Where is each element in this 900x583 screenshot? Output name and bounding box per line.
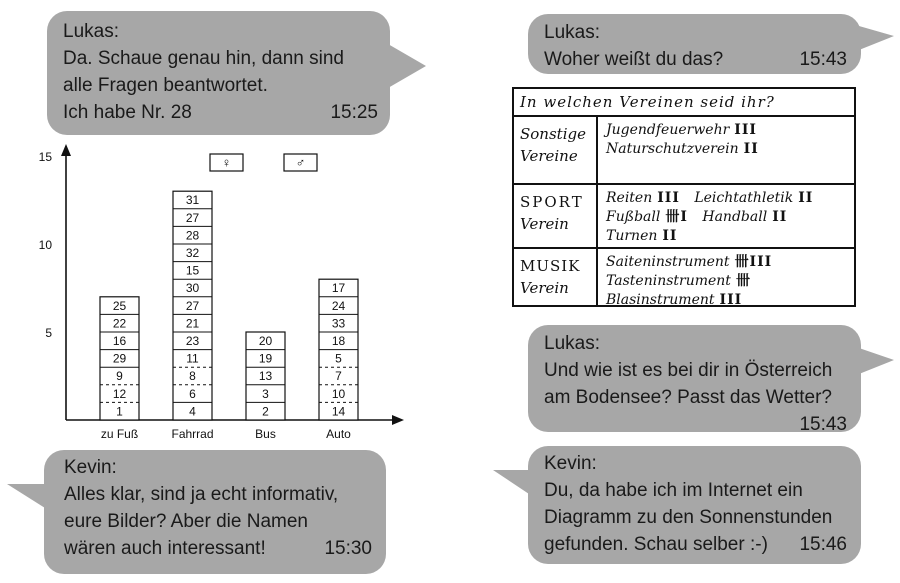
cell-label: 13 bbox=[258, 369, 273, 384]
sender-name: Lukas: bbox=[544, 333, 600, 354]
survey-item bbox=[694, 189, 813, 208]
cell-label: 23 bbox=[185, 334, 200, 348]
item-name: Jugendfeuerwehr bbox=[606, 122, 730, 138]
x-tick-label: zu Fuß bbox=[100, 427, 139, 441]
message-text: Woher weißt du das? bbox=[544, 49, 724, 70]
cell-label: 18 bbox=[331, 334, 346, 348]
message-text: eure Bilder? Aber die Namen bbox=[64, 511, 308, 532]
cell-label: 20 bbox=[258, 334, 273, 348]
cell-label: 28 bbox=[185, 228, 200, 243]
cell-label: 25 bbox=[112, 298, 127, 313]
bubble-tail bbox=[859, 26, 894, 50]
message-text: alle Fragen beantwortet. bbox=[63, 75, 268, 96]
tally-marks: III bbox=[657, 190, 680, 206]
x-tick-label: Auto bbox=[326, 427, 351, 441]
cell-label: 1 bbox=[116, 404, 123, 419]
cell-label: 16 bbox=[112, 334, 127, 348]
message-time: 15:43 bbox=[799, 49, 847, 70]
cell-label: 32 bbox=[185, 246, 200, 260]
category-line: Vereine bbox=[520, 147, 578, 165]
item-name: Tasteninstrument bbox=[606, 273, 731, 289]
tally-marks: III bbox=[719, 292, 743, 308]
cell-label: 22 bbox=[112, 316, 127, 331]
cell-label: 33 bbox=[331, 316, 346, 331]
message-bubble-kevin bbox=[528, 446, 861, 564]
survey-category bbox=[514, 117, 598, 183]
item-name: Blasinstrument bbox=[606, 292, 715, 308]
y-tick-label: 5 bbox=[45, 326, 52, 340]
tally-marks: III bbox=[734, 122, 757, 138]
sender-name: Lukas: bbox=[63, 21, 119, 42]
bubble-tail bbox=[493, 470, 529, 494]
message-bubble-lukas bbox=[47, 11, 390, 135]
message-text: Diagramm zu den Sonnenstunden bbox=[544, 507, 833, 528]
cell-label: 21 bbox=[185, 316, 200, 331]
legend-symbol: ♀ bbox=[221, 155, 232, 170]
survey-item bbox=[606, 189, 680, 208]
bubble-tail bbox=[859, 348, 894, 374]
item-name: Leichtathletik bbox=[694, 190, 794, 206]
item-name: Turnen bbox=[606, 228, 658, 244]
message-time: 15:43 bbox=[799, 414, 847, 435]
survey-section-other bbox=[514, 117, 854, 185]
club-survey-sheet bbox=[512, 87, 856, 307]
y-axis-arrow bbox=[61, 144, 71, 156]
y-tick-label: 15 bbox=[38, 150, 52, 164]
message-time: 15:30 bbox=[324, 538, 372, 559]
survey-category bbox=[514, 249, 598, 307]
item-name: Reiten bbox=[606, 190, 653, 206]
survey-title: In welchen Vereinen seid ihr? bbox=[514, 89, 854, 117]
cell-label: 30 bbox=[185, 281, 200, 296]
survey-item bbox=[606, 121, 838, 140]
category-line: Verein bbox=[520, 215, 569, 233]
survey-item bbox=[606, 140, 838, 159]
survey-items bbox=[598, 185, 854, 247]
message-text: Ich habe Nr. 28 bbox=[63, 102, 192, 123]
y-tick-label: 10 bbox=[38, 238, 52, 252]
survey-item bbox=[606, 291, 838, 310]
item-name: Fußball bbox=[606, 209, 661, 225]
tally-marks: II bbox=[798, 190, 814, 206]
cell-label: 4 bbox=[189, 404, 196, 419]
cell-label: 5 bbox=[335, 351, 342, 366]
cell-label: 14 bbox=[331, 404, 346, 419]
tally-marks: 卌 bbox=[735, 273, 751, 289]
message-text: Du, da habe ich im Internet ein bbox=[544, 480, 803, 501]
survey-items bbox=[598, 249, 854, 307]
tally-marks: 卌I bbox=[665, 209, 688, 225]
item-name: Naturschutzverein bbox=[606, 141, 739, 157]
legend-symbol: ♂ bbox=[295, 155, 306, 170]
cell-label: 8 bbox=[189, 369, 196, 384]
x-tick-label: Fahrrad bbox=[171, 427, 214, 441]
survey-section-sport bbox=[514, 185, 854, 249]
category-line: MUSIK bbox=[520, 257, 581, 275]
cell-label: 9 bbox=[116, 369, 123, 384]
item-name: Saiteninstrument bbox=[606, 254, 730, 270]
message-text: gefunden. Schau selber :-) bbox=[544, 534, 768, 555]
cell-label: 19 bbox=[258, 351, 273, 366]
message-text: Da. Schaue genau hin, dann sind bbox=[63, 48, 344, 69]
x-axis-arrow bbox=[392, 415, 404, 425]
message-text: Alles klar, sind ja echt informativ, bbox=[64, 484, 339, 505]
cell-label: 17 bbox=[331, 281, 346, 296]
cell-label: 29 bbox=[112, 351, 127, 366]
cell-label: 10 bbox=[331, 386, 346, 401]
tally-marks: II bbox=[662, 228, 678, 244]
message-time: 15:25 bbox=[330, 102, 378, 123]
message-bubble-lukas bbox=[528, 14, 861, 74]
survey-item bbox=[606, 253, 838, 272]
cell-label: 31 bbox=[185, 193, 200, 208]
transport-chart bbox=[0, 138, 420, 448]
survey-category bbox=[514, 185, 598, 247]
cell-label: 24 bbox=[331, 298, 346, 313]
cell-label: 7 bbox=[335, 369, 342, 384]
survey-items bbox=[598, 117, 854, 183]
cell-label: 3 bbox=[262, 386, 269, 401]
tally-marks: 卌III bbox=[734, 254, 773, 270]
sender-name: Lukas: bbox=[544, 22, 600, 43]
survey-item bbox=[606, 272, 838, 291]
sender-name: Kevin: bbox=[544, 453, 597, 474]
message-text: am Bodensee? Passt das Wetter? bbox=[544, 387, 832, 408]
bubble-tail bbox=[7, 484, 45, 508]
survey-item bbox=[606, 227, 677, 246]
message-bubble-lukas bbox=[528, 325, 861, 435]
survey-section-music bbox=[514, 249, 854, 307]
bubble-tail bbox=[388, 44, 426, 88]
cell-label: 11 bbox=[186, 351, 199, 366]
x-tick-label: Bus bbox=[255, 427, 276, 441]
cell-label: 6 bbox=[189, 386, 196, 401]
category-line: Verein bbox=[520, 279, 569, 297]
message-time: 15:46 bbox=[799, 534, 847, 555]
tally-marks: II bbox=[772, 209, 788, 225]
survey-item bbox=[606, 208, 688, 227]
cell-label: 27 bbox=[185, 210, 200, 225]
cell-label: 15 bbox=[185, 263, 200, 278]
message-bubble-kevin bbox=[44, 450, 386, 574]
cell-label: 2 bbox=[262, 404, 269, 419]
sender-name: Kevin: bbox=[64, 457, 117, 478]
survey-item bbox=[702, 208, 787, 227]
category-line: SPORT bbox=[520, 193, 584, 211]
tally-marks: II bbox=[743, 141, 759, 157]
message-text: Und wie ist es bei dir in Österreich bbox=[544, 360, 833, 381]
category-line: Sonstige bbox=[520, 125, 586, 143]
cell-label: 27 bbox=[185, 298, 200, 313]
item-name: Handball bbox=[702, 209, 768, 225]
cell-label: 12 bbox=[112, 386, 127, 401]
message-text: wären auch interessant! bbox=[64, 538, 266, 559]
